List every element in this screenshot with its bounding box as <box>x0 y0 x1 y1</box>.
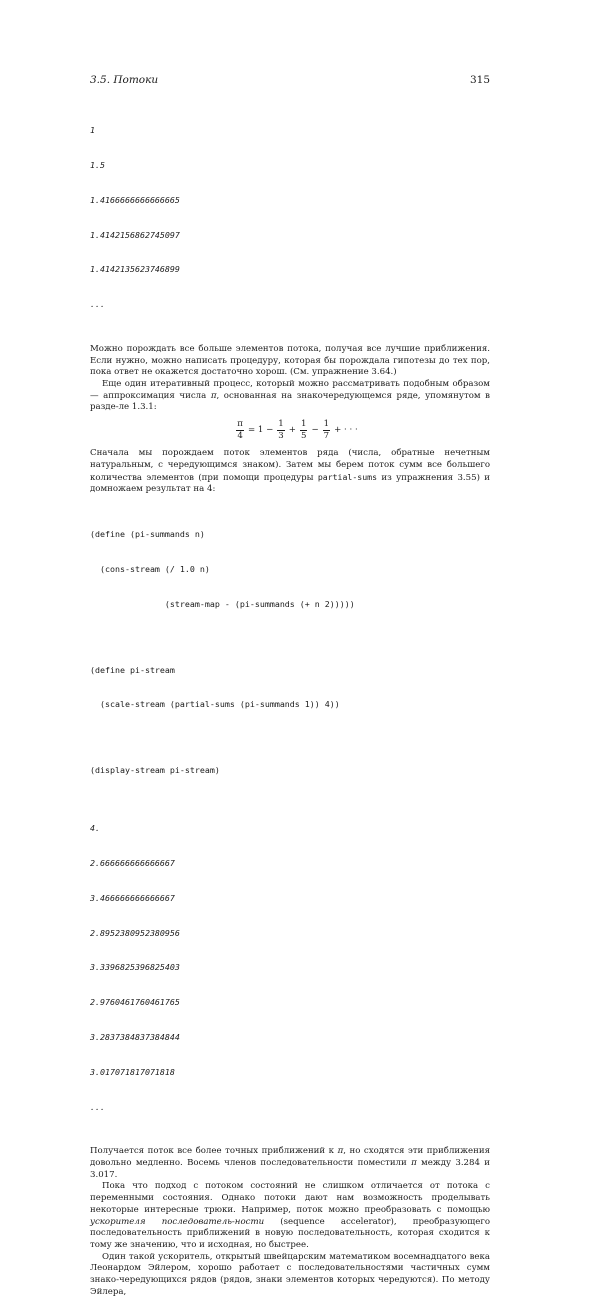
pi-output-listing <box>90 800 490 1136</box>
pi-symbol: π <box>210 390 217 401</box>
output-line: 1.5 <box>90 159 105 170</box>
pi-symbol: π <box>337 1146 344 1157</box>
output-line: 2.9760461760461765 <box>90 997 180 1008</box>
output-line: 1.4142135623746899 <box>90 264 180 275</box>
paragraph: Пока что подход с потоком состояний не слишком отличается от потока с переменными состояния. Однако потоки дают нам возможность проделывать некоторые интересные трюки. Например, поток можно преобразовать с помощью ускорителя последователь-ности (sequence accelerator), преобразующего последовательность приближений в новую последовательность, которая сходится к тому же значению, что и исходная, но быстрее. <box>90 1181 490 1250</box>
paragraph: Сначала мы порождаем поток элементов ряда (числа, обратные нечетным натуральным, с чередующимся знаком). Затем мы берем поток сумм все большего количества элементов (при помощи процедуры partial-sums из упражнения 3.55) и домножаем результат на 4: <box>90 448 490 495</box>
output-line: 2.666666666666667 <box>90 858 175 869</box>
output-line: ... <box>90 1101 105 1112</box>
output-line: 1.4166666666666665 <box>90 194 180 205</box>
leibniz-formula: $\frac{\pi}{4}$ = 1 − $\frac{1}{3}$ + $\frac{1}{5}$ − $\frac{1}{7}$ + · · · <box>237 418 358 441</box>
inline-code: partial-sums <box>317 471 377 482</box>
page-number: 315 <box>469 74 490 86</box>
code-line: (define (pi-summands n) <box>90 529 205 540</box>
paragraph: Еще один итеративный процесс, который можно рассматривать подобным образом — аппроксимация числа π, основанная на знакочередующемся ряде, упомянутом в разде-ле 1.3.1: <box>90 378 490 413</box>
output-line: 2.8952380952380956 <box>90 927 180 938</box>
code-block-display <box>90 742 490 800</box>
emphasized-term: ускорителя последователь-ности <box>90 1216 265 1227</box>
output-line: ... <box>90 299 105 310</box>
output-line: 3.3396825396825403 <box>90 962 180 973</box>
paragraph: Можно порождать все больше элементов потока, получая все лучшие приближения. Если нужно, можно написать процедуру, которая бы порождала гипотезы до тех пор, пока ответ не окажется достаточно хорош. (См. упражнение 3.64.) <box>90 343 490 378</box>
code-line: (scale-stream (partial-sums (pi-summands 1)) 4)) <box>90 699 340 710</box>
paragraph: Получается поток все более точных приближений к π, но сходятся эти приближения довольно медленно. Восемь членов последовательности поместили π между 3.284 и 3.017. <box>90 1146 490 1180</box>
paragraph: Один такой ускоритель, открытый швейцарским математиком восемнадцатого века Леонардом Эйлером, хорошо работает с последовательностями частичных сумм знако-чередующихся рядов (рядов, знаки элементов которых чередуются). По методу Эйлера, <box>90 1251 490 1297</box>
code-line: (define pi-stream <box>90 664 175 675</box>
output-line: 3.2837384837384844 <box>90 1032 180 1043</box>
code-block-pi-summands <box>90 506 490 634</box>
page-body <box>90 102 490 1299</box>
pi-symbol: π <box>411 1158 417 1169</box>
section-title: 3.5. Потоки <box>90 74 159 86</box>
output-line: 1.4142156862745097 <box>90 229 180 240</box>
output-line: 1 <box>90 125 95 136</box>
code-line: (stream-map - (pi-summands (+ n 2))))) <box>90 598 355 609</box>
output-line: 3.466666666666667 <box>90 892 175 903</box>
code-line: (display-stream pi-stream) <box>90 765 220 776</box>
output-line: 3.017071817071818 <box>90 1066 175 1077</box>
code-block-pi-stream <box>90 641 490 734</box>
sqrt-output-listing <box>90 102 490 334</box>
output-line: 4. <box>90 823 100 834</box>
code-line: (cons-stream (/ 1.0 n) <box>90 563 210 574</box>
